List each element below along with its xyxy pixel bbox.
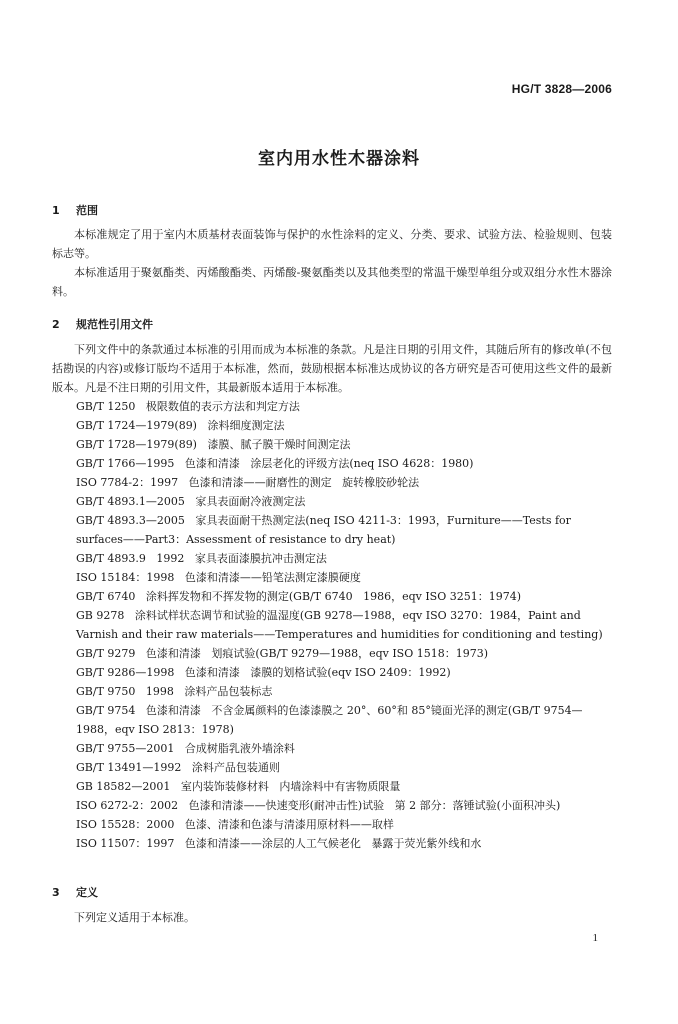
section-title: 范围 — [76, 204, 98, 217]
section-2-body — [52, 340, 612, 853]
document-title: 室内用水性木器涂料 — [258, 149, 420, 169]
reference-item: GB/T 1766—1995 色漆和清漆 涂层老化的评级方法(neq ISO 4628：1980) — [76, 457, 474, 470]
section-number: 2 — [52, 318, 60, 331]
paragraph: 下列文件中的条款通过本标准的引用而成为本标准的条款。凡是注日期的引用文件，其随后所有的修改单(不包括勘误的内容)或修订版均不适用于本标准，然而，鼓励根据本标准达成协议的各方研究是否可使用这些文件的最新版本。凡是不注日期的引用文件，其最新版本适用于本标准。 — [52, 343, 612, 394]
section-number: 1 — [52, 204, 60, 217]
reference-item: GB/T 9754 色漆和清漆 不含金属颜料的色漆漆膜之 20°、60°和 85°镜面光泽的测定(GB/T 9754—1988，eqv ISO 2813：1978) — [76, 704, 583, 736]
reference-item: GB/T 4893.1—2005 家具表面耐冷液测定法 — [76, 495, 306, 508]
section-title: 规范性引用文件 — [76, 318, 153, 331]
reference-item: GB/T 9750 1998 涂料产品包装标志 — [76, 685, 273, 698]
reference-item: ISO 6272-2：2002 色漆和清漆——快速变形(耐冲击性)试验 第 2 部分：落锤试验(小面积冲头) — [76, 799, 561, 812]
reference-item: GB/T 9755—2001 合成树脂乳液外墙涂料 — [76, 742, 295, 755]
reference-item: GB/T 9286—1998 色漆和清漆 漆膜的划格试验(eqv ISO 2409：1992) — [76, 666, 451, 679]
section-number: 3 — [52, 886, 60, 899]
reference-item: GB 9278 涂料试样状态调节和试验的温湿度(GB 9278—1988，eqv ISO 3270：1984，Paint and Varnish and their raw materials——Temperatures and humidities for conditioning and testing) — [76, 609, 603, 641]
section-title: 定义 — [76, 886, 98, 899]
paragraph: 本标准规定了用于室内木质基材表面装饰与保护的水性涂料的定义、分类、要求、试验方法、检验规则、包装标志等。 — [52, 228, 612, 260]
section-1-heading — [52, 202, 98, 218]
standard-code: HG/T 3828—2006 — [511, 82, 612, 96]
reference-item: ISO 15528：2000 色漆、清漆和色漆与清漆用原材料——取样 — [76, 818, 394, 831]
reference-item: ISO 15184：1998 色漆和清漆——铅笔法测定漆膜硬度 — [76, 571, 361, 584]
reference-item: GB/T 1728—1979(89) 漆膜、腻子膜干燥时间测定法 — [76, 438, 351, 451]
section-2-heading — [52, 316, 153, 332]
reference-item: GB/T 4893.3—2005 家具表面耐干热测定法(neq ISO 4211-3：1993，Furniture——Tests for surfaces——Part3：Assessment of resistance to dry heat) — [76, 514, 575, 546]
reference-item: GB/T 1724—1979(89) 涂料细度测定法 — [76, 419, 285, 432]
paragraph: 下列定义适用于本标准。 — [74, 911, 195, 924]
section-3-heading — [52, 884, 98, 900]
reference-item: ISO 11507：1997 色漆和清漆——涂层的人工气候老化 暴露于荧光紫外线和水 — [76, 837, 482, 850]
reference-item: GB/T 4893.9 1992 家具表面漆膜抗冲击测定法 — [76, 552, 327, 565]
reference-item: GB 18582—2001 室内装饰装修材料 内墙涂料中有害物质限量 — [76, 780, 401, 793]
reference-item: GB/T 13491—1992 涂料产品包装通则 — [76, 761, 280, 774]
section-1-body — [52, 225, 612, 301]
reference-item: GB/T 9279 色漆和清漆 划痕试验(GB/T 9279—1988，eqv ISO 1518：1973) — [76, 647, 489, 660]
paragraph: 本标准适用于聚氨酯类、丙烯酸酯类、丙烯酸-聚氨酯类以及其他类型的常温干燥型单组分或双组分水性木器涂料。 — [52, 266, 612, 298]
reference-item: ISO 7784-2：1997 色漆和清漆——耐磨性的测定 旋转橡胶砂轮法 — [76, 476, 420, 489]
reference-item: GB/T 1250 极限数值的表示方法和判定方法 — [76, 400, 300, 413]
section-3-body — [52, 908, 612, 927]
page-number: 1 — [592, 932, 598, 944]
reference-item: GB/T 6740 涂料挥发物和不挥发物的测定(GB/T 6740 1986，eqv ISO 3251：1974) — [76, 590, 522, 603]
